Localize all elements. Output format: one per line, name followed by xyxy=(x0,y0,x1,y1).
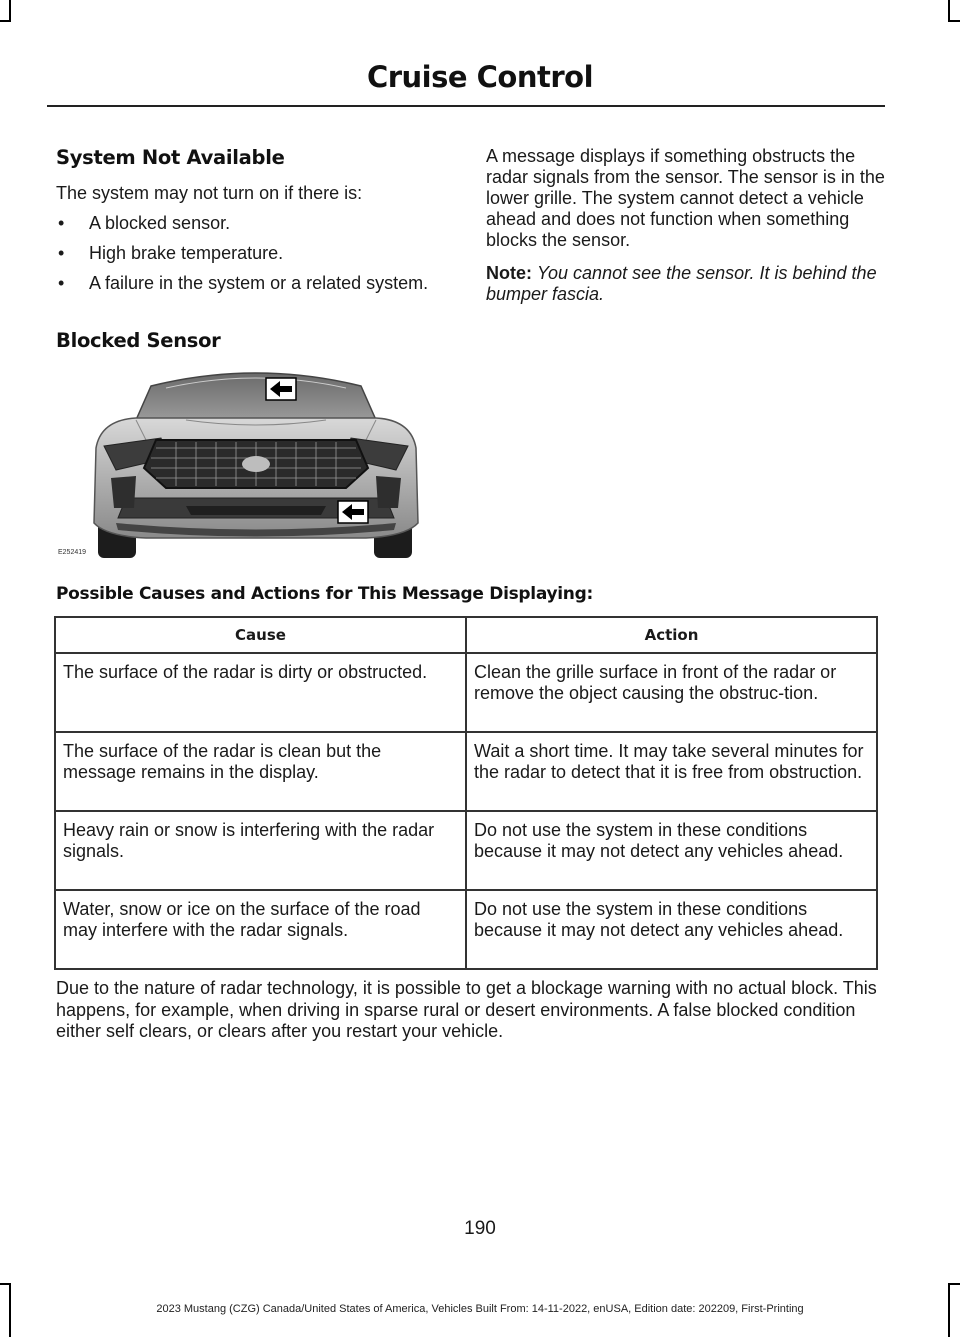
column-header-action: Action xyxy=(466,617,877,653)
table-row xyxy=(55,811,877,890)
bullet-icon: • xyxy=(58,243,65,263)
crop-mark-top-right-v xyxy=(948,0,950,22)
page-title: Cruise Control xyxy=(366,60,594,94)
list-item-text: A blocked sensor. xyxy=(89,213,231,233)
section-heading-blocked-sensor: Blocked Sensor xyxy=(56,329,221,352)
cause-cell: The surface of the radar is clean but the message remains in the display. xyxy=(55,732,466,811)
table-row xyxy=(55,890,877,969)
table-header-row xyxy=(55,617,877,653)
note xyxy=(486,263,886,305)
sensor-description: A message displays if something obstructs the radar signals from the sensor. The sensor is in the lower grille. The system cannot detect a vehicle ahead and does not function when something blocks the sensor. xyxy=(486,146,885,250)
false-blockage-explanation: Due to the nature of radar technology, it is possible to get a blockage warning with no actual block. This happens, for example, when driving in sparse rural or desert environments. A false blocked condition either self clears, or clears after you restart your vehicle. xyxy=(56,978,877,1041)
note-label: Note: xyxy=(486,263,532,283)
column-header-cause: Cause xyxy=(55,617,466,653)
action-cell: Do not use the system in these conditions because it may not detect any vehicles ahead. xyxy=(466,811,877,890)
list-item xyxy=(56,273,456,294)
section-heading-system-not-available: System Not Available xyxy=(56,146,285,169)
cause-cell: Water, snow or ice on the surface of the road may interfere with the radar signals. xyxy=(55,890,466,969)
crop-mark-bottom-left-h xyxy=(0,1283,11,1285)
table-row xyxy=(55,653,877,732)
car-front-illustration xyxy=(56,358,456,563)
crop-mark-top-left-h xyxy=(0,20,11,22)
crop-mark-top-right-h xyxy=(948,20,960,22)
bullet-icon: • xyxy=(58,273,65,293)
note-text: You cannot see the sensor. It is behind the bumper fascia. xyxy=(486,263,877,304)
header-divider xyxy=(47,105,885,107)
causes-actions-table xyxy=(54,616,878,970)
table-row xyxy=(55,732,877,811)
list-item xyxy=(56,213,456,234)
action-cell: Do not use the system in these conditions because it may not detect any vehicles ahead. xyxy=(466,890,877,969)
bullet-icon: • xyxy=(58,213,65,233)
cause-cell: The surface of the radar is dirty or obstructed. xyxy=(55,653,466,732)
left-column xyxy=(56,146,456,303)
list-item-text: High brake temperature. xyxy=(89,243,284,263)
action-cell: Clean the grille surface in front of the radar or remove the object causing the obstruc-tion. xyxy=(466,653,877,732)
arrow-windshield-sensor xyxy=(266,378,296,400)
crop-mark-top-left-v xyxy=(9,0,11,22)
page-number: 190 xyxy=(464,1218,496,1239)
reasons-list xyxy=(56,213,456,294)
intro-text: The system may not turn on if there is: xyxy=(56,183,363,203)
list-item-text: A failure in the system or a related system. xyxy=(89,273,429,293)
list-item xyxy=(56,243,456,264)
table-heading: Possible Causes and Actions for This Message Displaying: xyxy=(56,584,593,604)
arrow-grille-sensor xyxy=(338,501,368,523)
edition-footer: 2023 Mustang (CZG) Canada/United States of America, Vehicles Built From: 14-11-2022, enUSA, Edition date: 202209, First-Printing xyxy=(156,1303,804,1315)
right-column xyxy=(486,146,886,305)
figure-code: E252419 xyxy=(58,549,87,556)
action-cell: Wait a short time. It may take several minutes for the radar to detect that it is free from obstruction. xyxy=(466,732,877,811)
crop-mark-bottom-right-h xyxy=(948,1283,960,1285)
cause-cell: Heavy rain or snow is interfering with the radar signals. xyxy=(55,811,466,890)
